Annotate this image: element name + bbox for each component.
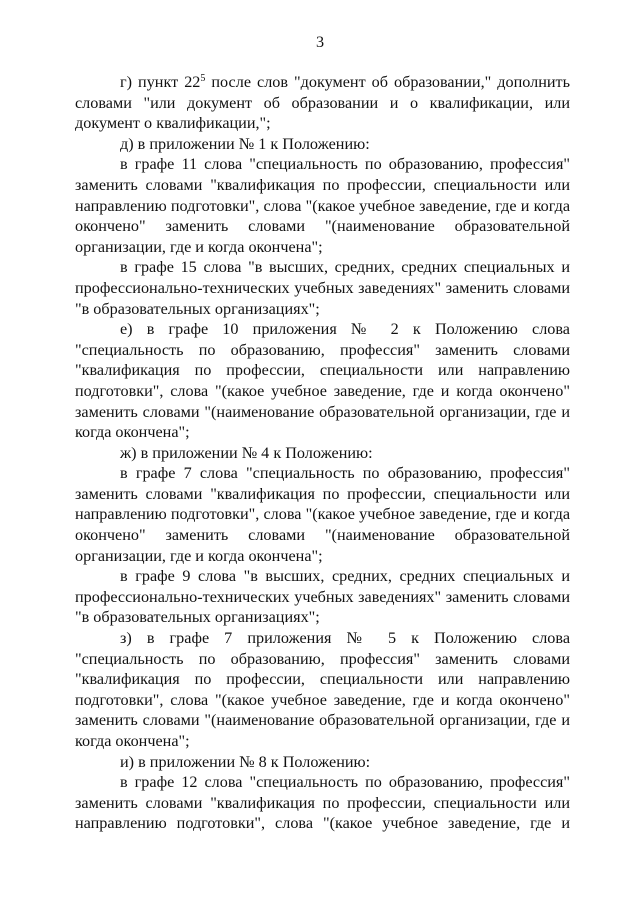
paragraph-e: е) в графе 10 приложения № 2 к Положению слова "специальность по образованию, профессия" заменить словами "квалификация по профессии, специальности или направлению подготовки", слова "(какое учебное заведение, где и когда окончено" заменить словами "(наименование образовательной организации, где и когда окончена"; (75, 320, 570, 442)
paragraph-z: з) в графе 7 приложения № 5 к Положению слова "специальность по образованию, профессия" заменить словами "квалификация по профессии, специальности или направлению подготовки", слова "(какое учебное заведение, где и когда окончено" заменить словами "(наименование образовательной организации, где и когда окончена"; (75, 629, 570, 750)
page-number: 3 (315, 33, 325, 51)
paragraph-g-text-rest: после слов "документ об образовании," дополнить словами "или документ об образовании и о квалификации, или документ о квалификации,"; (75, 73, 570, 133)
paragraph-d-column-11: в графе 11 слова "специальность по образованию, профессия" заменить словами "квалификация по профессии, специальности или направлению подготовки", слова "(какое учебное заведение, где и когда окончено" заменить словами "(наименование образовательной организации, где и когда окончена"; (75, 155, 570, 256)
paragraph-zh-column-9: в графе 9 слова "в высших, средних, средних специальных и профессионально-технических учебных заведениях" заменить словами "в образовательных организациях"; (75, 567, 570, 627)
paragraph-d: д) в приложении № 1 к Положению: (120, 134, 370, 153)
paragraph-i: и) в приложении № 8 к Положению: (120, 752, 371, 771)
paragraph-g (75, 72, 570, 134)
paragraph-d-column-15: в графе 15 слова "в высших, средних, средних специальных и профессионально-технических учебных заведениях" заменить словами "в образовательных организациях"; (75, 258, 570, 318)
superscript-index: 5 (200, 73, 206, 84)
paragraph-zh-column-7: в графе 7 слова "специальность по образованию, профессия" заменить словами "квалификация по профессии, специальности или направлению подготовки", слова "(какое учебное заведение, где и когда окончено" заменить словами "(наименование образовательной организации, где и когда окончена"; (75, 464, 570, 565)
document-body (75, 72, 570, 834)
paragraph-i-column-12: в графе 12 слова "специальность по образованию, профессия" заменить словами "квалификация по профессии, специальности или направлению подготовки", слова "(какое учебное заведение, где и (75, 773, 570, 833)
paragraph-zh: ж) в приложении № 4 к Положению: (120, 443, 373, 462)
paragraph-g-text: г) пункт 22 (120, 73, 201, 91)
